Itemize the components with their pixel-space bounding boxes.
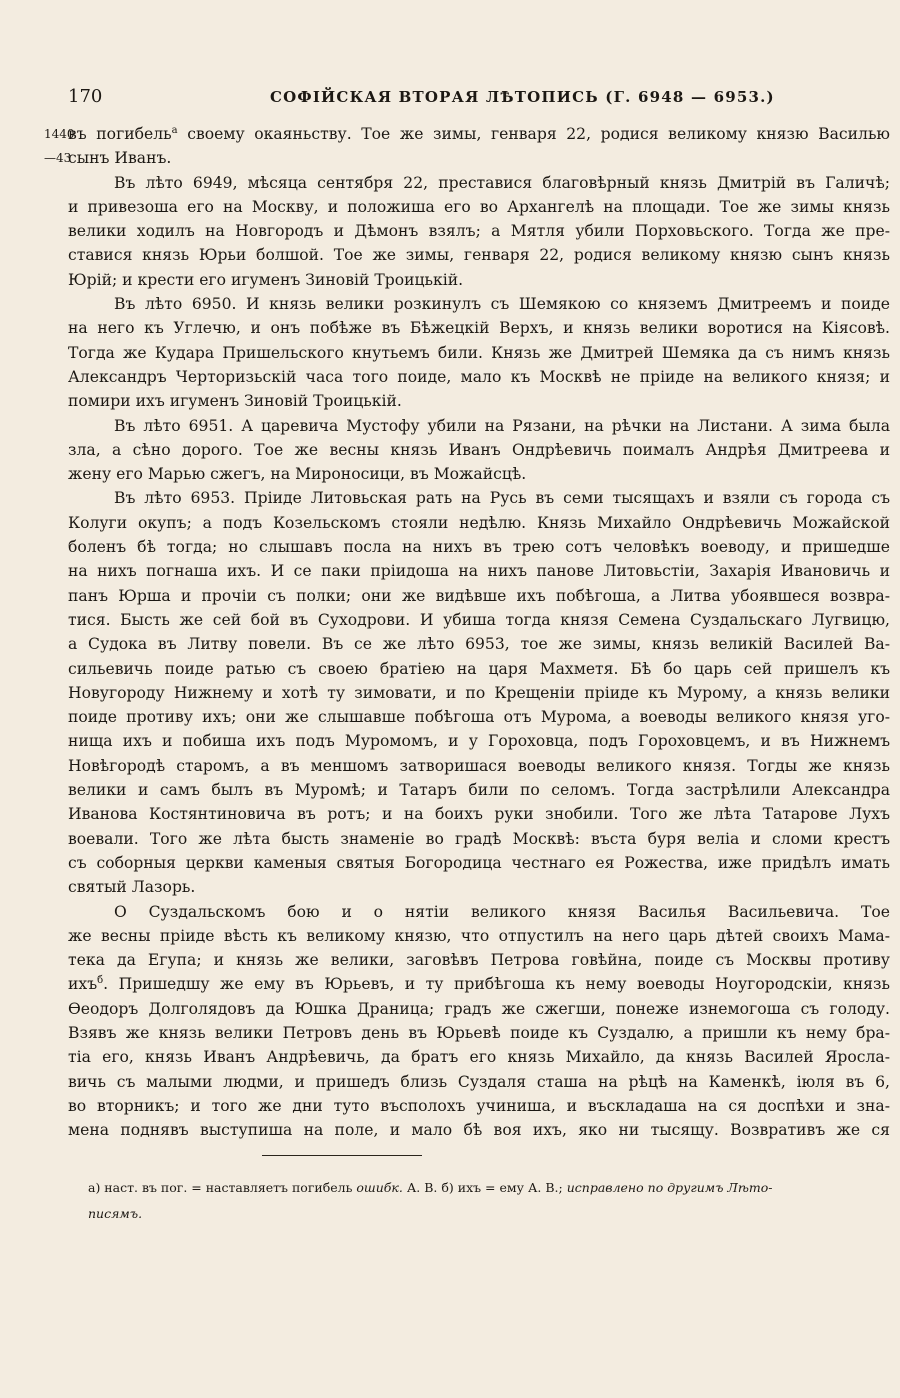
text-segment: своему окаяньству. Тое же зимы, генваря 22, родися великому князю Василью xyxy=(177,125,890,143)
text-line: Взявъ же князь велики Петровъ день въ Юрьевѣ поиде къ Суздалю, а пришли къ нему бра- xyxy=(68,1023,890,1042)
text-line: Александръ Черторизьскій часа того поиде, мало къ Москвѣ не пріиде на великого князя; и xyxy=(68,367,890,386)
text-line: помири ихъ игуменъ Зиновій Троицькій. xyxy=(68,392,402,411)
text-line: воевали. Того же лѣта бысть знаменіе во градѣ Москвѣ: въста буря веліа и сломи крестъ xyxy=(68,829,890,848)
footnote-rule xyxy=(262,1155,422,1156)
text-line: Новугороду Нижнему и хотѣ ту зимовати, и по Крещеніи пріиде къ Мурому, а князь велики xyxy=(68,683,890,702)
text-segment: ихъ xyxy=(68,975,98,994)
text-line: велики и самъ былъ въ Муромѣ; и Татаръ били по селомъ. Тогда застрѣлили Александра xyxy=(68,781,890,800)
text-line: во вторникъ; и того же дни туто въсполохъ учиниша, и въскладаша на ся доспѣхи и зна- xyxy=(68,1096,890,1115)
text-line: поиде противу ихъ; они же слышавше побѣгоша отъ Мурома, а воеводы великого князя уго- xyxy=(68,708,890,727)
footnote-line xyxy=(88,1201,888,1227)
text-line: боленъ бѣ тогда; но слышавъ посла на нихъ въ трею сотъ человѣкъ воеводу, и пришедше xyxy=(68,538,890,557)
margin-year-top: 1440 xyxy=(44,127,75,141)
text-line: тіа его, князь Иванъ Андрѣевичь, да братъ его князь Михайло, да князь Василей Яросла- xyxy=(68,1048,890,1067)
text-line: на нихъ погнаша ихъ. И се паки пріидоша на нихъ панове Литовьстіи, Захарія Ивановичь и xyxy=(68,562,890,581)
text-line: тека да Егупа; и князь же велики, заговѣвъ Петрова говѣйна, поиде съ Москвы противу xyxy=(68,951,890,970)
text-line: и привезоша его на Москву, и положиша его во Архангелѣ на площади. Тое же зимы князь xyxy=(68,197,890,216)
text-line: ставися князь Юрьи болшой. Тое же зимы, генваря 22, родися великому князю сынъ князь xyxy=(68,246,890,265)
section-heading-line: О Суздальскомъ бою и о нятіи великого князя Василья Васильевича. Тое xyxy=(114,902,890,921)
text-line: жену его Марью сжегъ, на Мироносици, въ Можайсцѣ. xyxy=(68,465,527,484)
text-line: святый Лазорь. xyxy=(68,878,196,897)
text-segment: . Пришедшу же ему въ Юрьевъ, и ту прибѣгоша къ нему воеводы Ноугородскіи, князь xyxy=(103,975,890,994)
text-line xyxy=(68,972,890,996)
footnote-italic: ошибк. xyxy=(356,1180,403,1195)
text-line: вичь съ малыми людми, и пришедъ близь Суздаля сташа на рѣцѣ на Каменкѣ, іюля въ 6, xyxy=(68,1072,890,1091)
text-line: Въ лѣто 6951. А царевича Мустофу убили на Рязани, на рѣчки на Листани. А зима была xyxy=(114,416,890,435)
footnote-marker-a: а xyxy=(171,124,178,136)
text-line: же весны пріиде вѣсть къ великому князю, что отпустилъ на него царь дѣтей своихъ Мама- xyxy=(68,926,890,945)
main-text xyxy=(68,122,890,1142)
text-line: съ соборныя церкви каменыя святыя Богородица честнаго ея Рожества, иже придѣлъ имать xyxy=(68,853,890,872)
footnote xyxy=(88,1175,888,1227)
footnote-line xyxy=(88,1175,888,1201)
text-line: велики ходилъ на Новгородъ и Дѣмонъ взялъ; а Мятля убили Порховьского. Тогда же пре- xyxy=(68,222,890,241)
text-line: а Судока въ Литву повели. Въ се же лѣто 6953, тое же зимы, князь великій Василей Ва- xyxy=(68,635,890,654)
text-line: Колуги окупъ; а подъ Козельскомъ стояли недѣлю. Князь Михайло Ондрѣевичь Можайской xyxy=(68,513,890,532)
text-line: тися. Бысть же сей бой въ Суходрови. И убиша тогда князя Семена Суздальскаго Лугвицю, xyxy=(68,610,890,629)
margin-year-bottom: —43 xyxy=(44,151,72,165)
text-line: Въ лѣто 6953. Пріиде Литовьская рать на Русь въ семи тысящахъ и взяли съ города съ xyxy=(114,489,890,508)
text-line: сильевичь поиде ратью съ своею братіею на царя Махметя. Бѣ бо царь сей пришелъ къ xyxy=(68,659,890,678)
footnote-italic: исправлено по другимъ Лѣто- xyxy=(566,1180,773,1195)
text-line: Въ лѣто 6950. И князь велики розкинулъ съ Шемякою со княземъ Дмитреемъ и поиде xyxy=(114,295,890,314)
text-line: Ѳеодоръ Долголядовъ да Юшка Драница; градъ же сжегши, понеже изнемогоша съ голоду. xyxy=(68,999,890,1018)
text-line: сынъ Иванъ. xyxy=(68,149,172,168)
text-line: панъ Юрша и прочіи съ полки; они же видѣвше ихъ побѣгоша, а Литва убоявшеся возвра- xyxy=(68,586,890,605)
text-line: Тогда же Кудара Пришельского кнутьемъ били. Князь же Дмитрей Шемяка да съ нимъ князь xyxy=(68,343,890,362)
text-line: Иванова Костянтиновича въ ротъ; и на боихъ руки знобили. Того же лѣта Татарове Лухъ xyxy=(68,805,890,824)
text-line: Новѣгородѣ старомъ, а въ меншомъ затворишася воеводы великого князя. Тогды же князь xyxy=(68,756,890,775)
page-number: 170 xyxy=(68,86,103,107)
text-line: Юрій; и крести его игуменъ Зиновій Троицькій. xyxy=(68,270,464,289)
text-line: зла, а сѣно дорого. Тое же весны князь Иванъ Ондрѣевичь поималъ Андрѣя Дмитреева и xyxy=(68,440,890,459)
text-line: Въ лѣто 6949, мѣсяца сентября 22, преставися благовѣрный князь Дмитрій въ Галичѣ; xyxy=(114,173,890,192)
footnote-text: А. В. б) ихъ = ему А. В.; xyxy=(406,1180,563,1195)
text-segment: въ погибель xyxy=(68,125,172,143)
footnote-italic: писямъ. xyxy=(88,1206,143,1221)
footnote-marker-b: б xyxy=(97,975,104,987)
text-line: на него къ Углечю, и онъ побѣже въ Бѣжецкій Верхъ, и князь велики воротися на Кіясовѣ. xyxy=(68,319,890,338)
footnote-text: а) наст. въ пог. = наставляетъ погибель xyxy=(88,1180,353,1195)
text-line xyxy=(68,122,890,146)
text-line: нища ихъ и побиша ихъ подъ Муромомъ, и у Гороховца, подъ Гороховцемъ, и въ Нижнемъ xyxy=(68,732,890,751)
text-line: мена поднявъ выступиша на поле, и мало бѣ воя ихъ, яко ни тысящу. Возвративъ же ся xyxy=(68,1121,890,1140)
running-head: СОФІЙСКАЯ ВТОРАЯ ЛѢТОПИСЬ (Г. 6948 — 6953.) xyxy=(270,88,775,106)
